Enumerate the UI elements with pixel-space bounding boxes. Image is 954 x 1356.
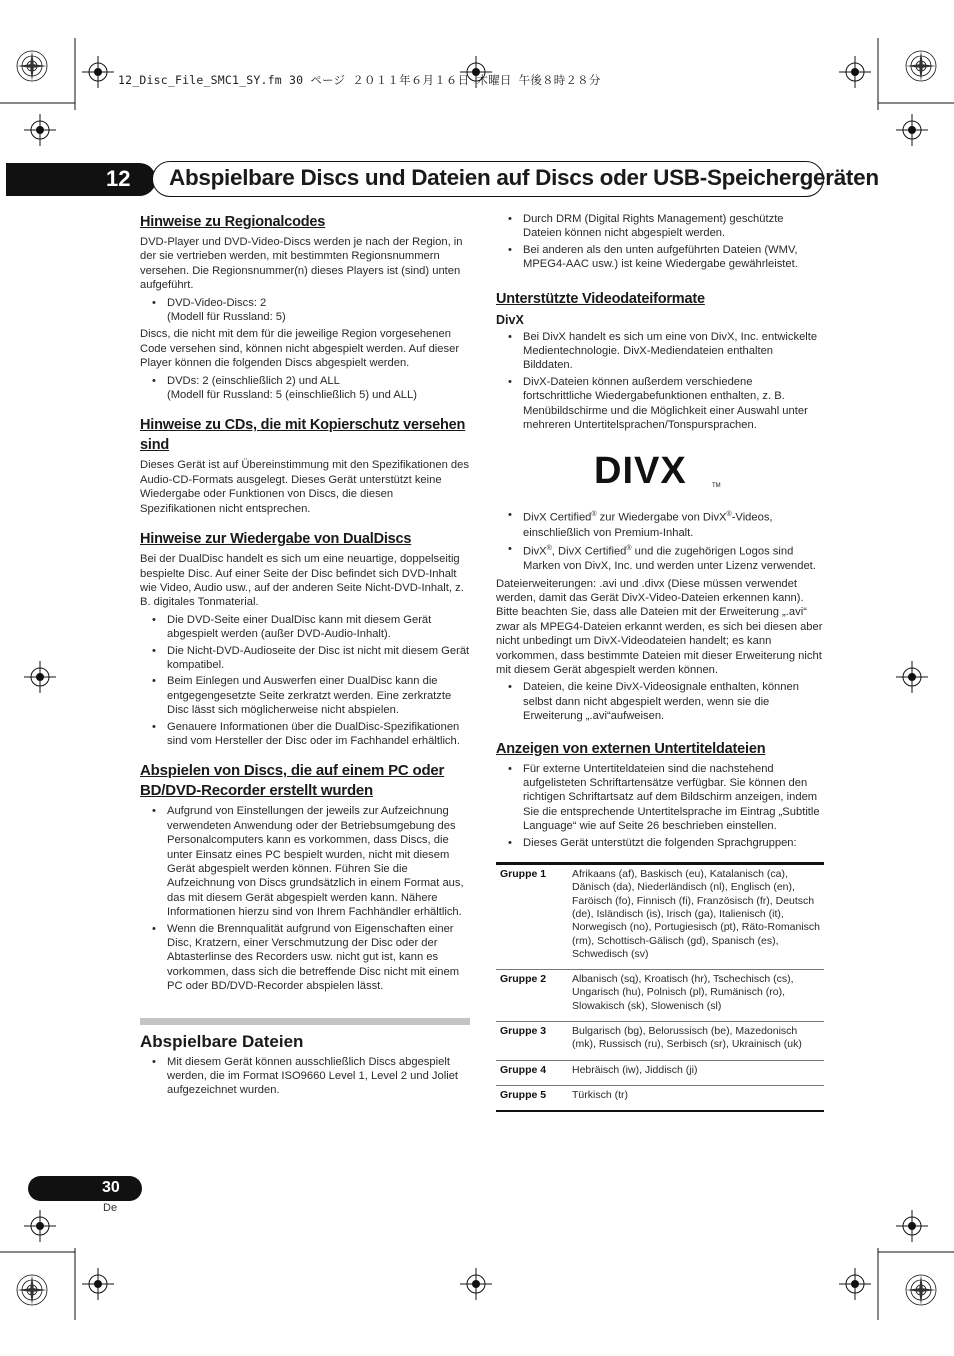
svg-text:DIVX: DIVX	[594, 450, 687, 490]
svg-text:TM: TM	[712, 483, 721, 490]
table-row: Gruppe 2 Albanisch (sq), Kroatisch (hr), Tschechisch (cs), Ungarisch (hu), Polnisch (pl), Rumänisch (ro), Slowakisch (sk), Slowenisch (sl)	[496, 970, 824, 1022]
list-item: • Beim Einlegen und Auswerfen einer DualDisc kann die entgegengesetzte Seite zerkratzt werden. Eine zerkratzte Disc lässt sich möglicherweise nicht abspielen.	[140, 674, 470, 717]
language-group-table	[496, 862, 824, 1112]
list-item: • Mit diesem Gerät können ausschließlich Discs abgespielt werden, die im Format ISO9660 Level 1, Level 2 und Joliet aufgezeichnet wurden.	[140, 1055, 470, 1098]
paragraph: Dateierweiterungen: .avi und .divx (Diese müssen verwendet werden, damit das Gerät DivX-Video-Dateien erkennen kann). Bitte beachten Sie, dass alle Dateien mit der Erweiterung „.avi“ zwar als MPEG4-Dateien erkannt werden, es sich bei diesen aber nicht unbedingt um DivX-Videodateien handelt; es kann vorkommen, dass bestimmte Dateien mit dieser Erweiterung nicht mit diesem Gerät abgespielt werden können.	[496, 577, 823, 676]
bullet-list	[496, 212, 824, 272]
heading-videodateiformate: Unterstützte Videodateiformate	[496, 290, 705, 307]
list-item: • Bei anderen als den unten aufgeführten Dateien (WMV, MPEG4-AAC usw.) ist keine Wiedergabe gewährleistet.	[496, 243, 824, 272]
list-item: • DivX Certified® zur Wiedergabe von DivX®-Videos, einschließlich von Premium-Inhalt.	[496, 508, 824, 540]
bullet-list	[140, 613, 470, 749]
heading-kopierschutz: Hinweise zu CDs, die mit Kopierschutz versehen sind	[140, 417, 466, 454]
list-item: • Dateien, die keine DivX-Videosignale enthalten, können selbst dann nicht abgespielt werden, wenn sie die Erweiterung „.avi“aufweisen.	[496, 680, 824, 723]
right-column	[496, 212, 824, 1112]
table-row: Gruppe 1 Afrikaans (af), Baskisch (eu), Katalanisch (ca), Dänisch (da), Niederländisch (nl), Englisch (en), Faröisch (fo), Finnisch (fi), Französisch (fr), Deutsch (de), Isländisch (is), Irisch (ga), Italienisch (it), Norwegisch (no), Portugiesisch (pt), Räto-Romanisch (rm), Schottisch-Gälisch (gd), Spanisch (es), Schwedisch (sv)	[496, 864, 824, 970]
list-item: • Bei DivX handelt es sich um eine von DivX, Inc. entwickelte Medientechnologie. DivX-Mediendateien enthalten Bilddaten.	[496, 330, 824, 373]
bullet-list	[140, 296, 470, 325]
page-number: 30	[102, 1179, 120, 1196]
heading-pc-recorder: Abspielen von Discs, die auf einem PC oder BD/DVD-Recorder erstellt wurden	[140, 762, 445, 800]
bullet-list	[496, 330, 824, 433]
bullet-list	[140, 1055, 470, 1098]
list-item: • Durch DRM (Digital Rights Management) geschützte Dateien können nicht abgespielt werden.	[496, 212, 824, 241]
heading-abspielbare-dateien: Abspielbare Dateien	[140, 1031, 304, 1051]
list-item: • DivX®, DivX Certified® und die zugehörigen Logos sind Marken von DivX, Inc. und werden unter Lizenz verwendet.	[496, 542, 824, 574]
paragraph: Dieses Gerät ist auf Übereinstimmung mit den Spezifikationen des Audio-CD-Formats ausgelegt. Dieses Gerät unterstützt keine Wiedergabe oder Funktionen von Discs, die diesen Spezifikationen nicht entsprechen.	[140, 459, 469, 515]
table-row: Gruppe 5 Türkisch (tr)	[500, 1088, 628, 1101]
list-item: • Aufgrund von Einstellungen der jeweils zur Aufzeichnung verwendeten Anwendung oder der Betriebsumgebung des Personalcomputers kann es vorkommen, dass Discs, die unter Einsatz eines PC bespielt wurden, nicht mit diesem Gerät abgespielt werden können. Führen Sie die Aufzeichnung von Discs grundsätzlich in einem Format aus, das mit diesem Gerät abgespielt werden kann. Nähere Informationen hierzu sind von Ihrem Fachhändler erhältlich.	[140, 804, 470, 919]
heading-untertiteldateien: Anzeigen von externen Untertiteldateien	[496, 740, 766, 757]
list-item: • Die Nicht-DVD-Audioseite der Disc ist nicht mit diesem Gerät kompatibel.	[140, 644, 470, 673]
chapter-number: 12	[106, 166, 131, 191]
section-divider	[140, 1018, 470, 1025]
list-item: • DivX-Dateien können außerdem verschiedene fortschrittliche Wiedergabefunktionen enthalten, z. B. Menübildschirme und die Möglichkeit einer Auswahl unter mehreren Untertitelsprachen/Tonspursprachen.	[496, 375, 824, 433]
paragraph: DVD-Player und DVD-Video-Discs werden je nach der Region, in der sie vertrieben werden, mit bestimmten Regionsnummern versehen. Die Regionsnummer(n) dieses Players ist (sind) unten aufgeführt.	[140, 236, 463, 292]
bullet-list	[496, 680, 824, 723]
bullet-list	[140, 374, 470, 403]
chapter-tab	[6, 163, 156, 196]
list-item: • Dieses Gerät unterstützt die folgenden Sprachgruppen:	[496, 836, 824, 850]
print-header: 12_Disc_File_SMC1_SY.fm 30 ページ ２０１１年６月１６日 木曜日 午後８時２８分	[118, 73, 601, 87]
subheading-divx: DivX	[496, 312, 524, 327]
bullet-list	[496, 508, 824, 573]
table-row: Gruppe 3 Bulgarisch (bg), Belorussisch (be), Mazedonisch (mk), Russisch (ru), Serbisch (sr), Ukrainisch (uk)	[496, 1022, 824, 1061]
table-row: Gruppe 4 Hebräisch (iw), Jiddisch (ji)	[496, 1060, 824, 1085]
chapter-title: Abspielbare Discs und Dateien auf Discs oder USB-Speichergeräten	[169, 165, 879, 190]
paragraph: Discs, die nicht mit dem für die jeweilige Region vorgesehenen Code versehen sind, können nicht abgespielt werden. Auf dieser Player können die folgenden Discs abgespielt werden.	[140, 328, 460, 370]
page-number-tab	[28, 1176, 142, 1201]
heading-regionalcodes: Hinweise zu Regionalcodes	[140, 214, 326, 230]
heading-dualdiscs: Hinweise zur Wiedergabe von DualDiscs	[140, 531, 412, 548]
list-item: • Genauere Informationen über die DualDisc-Spezifikationen sind vom Hersteller der Disc oder im Fachhandel erhältlich.	[140, 720, 470, 749]
paragraph: Bei der DualDisc handelt es sich um eine neuartige, doppelseitig bespielte Disc. Auf einer Seite der Disc befindet sich DVD-Inhalt wie Video, Audio usw., auf der anderen Seite Nicht-DVD-Inhalt, z. B. digitales Tonmaterial.	[140, 553, 464, 609]
list-item: • DVD-Video-Discs: 2 (Modell für Russland: 5)	[140, 296, 470, 325]
bullet-list	[140, 804, 470, 993]
list-item: • Die DVD-Seite einer DualDisc kann mit diesem Gerät abgespielt werden (außer DVD-Audio-Inhalt).	[140, 613, 470, 642]
list-item: • DVDs: 2 (einschließlich 2) und ALL (Modell für Russland: 5 (einschließlich 5) und ALL)	[140, 374, 470, 403]
divx-logo	[594, 449, 724, 489]
list-item: • Wenn die Brennqualität aufgrund von Eigenschaften einer Disc, Kratzern, einer Verschmutzung der Disc oder der Abtasterlinse des Recorders usw. nicht gut ist, kann es vorkommen, dass sich die betreffende Disc nicht mit einem PC oder BD/DVD-Recorder abspielen lässt.	[140, 922, 470, 994]
chapter-title-box	[152, 161, 879, 197]
list-item: • Für externe Untertiteldateien sind die nachstehend aufgelisteten Schriftartensätze verfügbar. Sie können den richtigen Schriftartsatz auf dem Bildschirm anzeigen, indem Sie die entsprechende Untertitelsprache im Eintrag „Subtitle Language“ wie auf Seite 26 beschrieben einstellen.	[496, 762, 824, 834]
left-column	[140, 212, 470, 1101]
bullet-list	[496, 762, 824, 850]
language-code: De	[103, 1202, 118, 1214]
